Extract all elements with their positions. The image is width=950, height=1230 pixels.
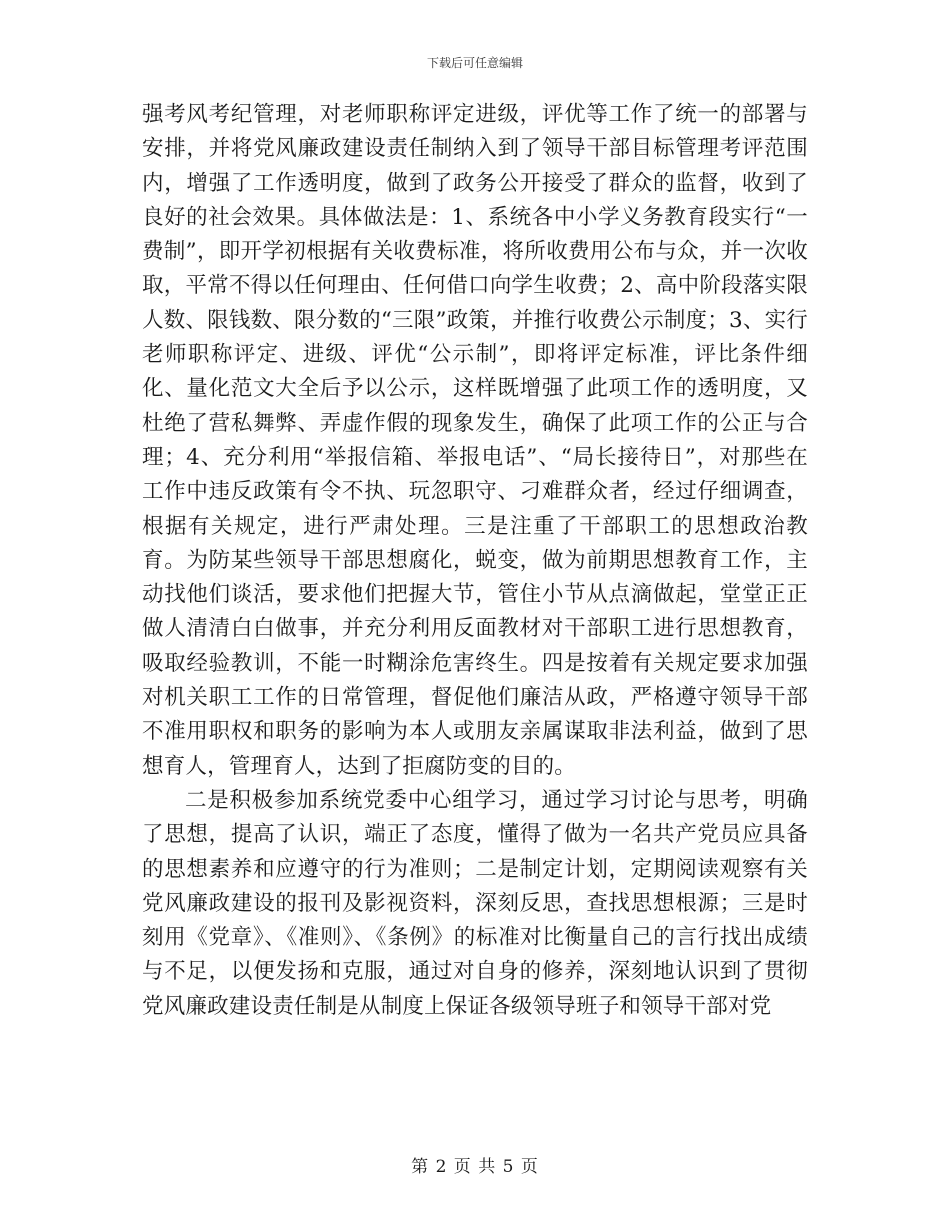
- header-note: 下载后可任意编辑: [426, 56, 523, 70]
- footer-middle: 页 共: [453, 1157, 497, 1177]
- paragraph-continued: 强考风考纪管理，对老师职称评定进级，评优等工作了统一的部署与安排，并将党风廉政建设责任制纳入到了领导干部目标管理考评范围内，增强了工作透明度，做到了政务公开接受了群众的监督，收到了良好的社会效果。具体做法是：1、系统各中小学义务教育段实行“一费制”，即开学初根据有关收费标准，将所收费用公布与众，并一次收取，平常不得以任何理由、任何借口向学生收费；2、高中阶段落实限人数、限钱数、限分数的“三限”政策，并推行收费公示制度；3、实行老师职称评定、进级、评优“公示制”，即将评定标准，评比条件细化、量化范文大全后予以公示，这样既增强了此项工作的透明度，又杜绝了营私舞弊、弄虚作假的现象发生，确保了此项工作的公正与合理；4、充分利用“举报信箱、举报电话”、“局长接待日”，对那些在工作中违反政策有令不执、玩忽职守、刁难群众者，经过仔细调查，根据有关规定，进行严肃处理。三是注重了干部职工的思想政治教育。为防某些领导干部思想腐化，蜕变，做为前期思想教育工作，主动找他们谈活，要求他们把握大节，管住小节从点滴做起，堂堂正正做人清清白白做事，并充分利用反面教材对干部职工进行思想教育，吸取经验教训，不能一时糊涂危害终生。四是按着有关规定要求加强对机关职工工作的日常管理，督促他们廉洁从政，严格遵守领导干部不准用职权和职务的影响为本人或朋友亲属谋取非法利益，做到了思想育人，管理育人，达到了拒腐防变的目的。: [142, 102, 808, 779]
- total-page-count: 5: [502, 1157, 515, 1177]
- document-body: [142, 98, 808, 1024]
- page-header: [0, 54, 950, 71]
- current-page-number: 2: [435, 1157, 448, 1177]
- footer-suffix: 页: [520, 1157, 539, 1177]
- paragraph-second: 二是积极参加系统党委中心组学习，通过学习讨论与思考，明确了思想，提高了认识，端正了态度，懂得了做为一名共产党员应具备的思想素养和应遵守的行为准则；二是制定计划，定期阅读观察有关党风廉政建设的报刊及影视资料，深刻反思，查找思想根源；三是时刻用《党章》、《准则》、《条例》的标准对比衡量自己的言行找出成绩与不足，以便发扬和克服，通过对自身的修养，深刻地认识到了贯彻党风廉政建设责任制是从制度上保证各级领导班子和领导干部对党: [142, 787, 808, 1019]
- page-footer: [0, 1152, 950, 1177]
- footer-prefix: 第: [411, 1157, 430, 1177]
